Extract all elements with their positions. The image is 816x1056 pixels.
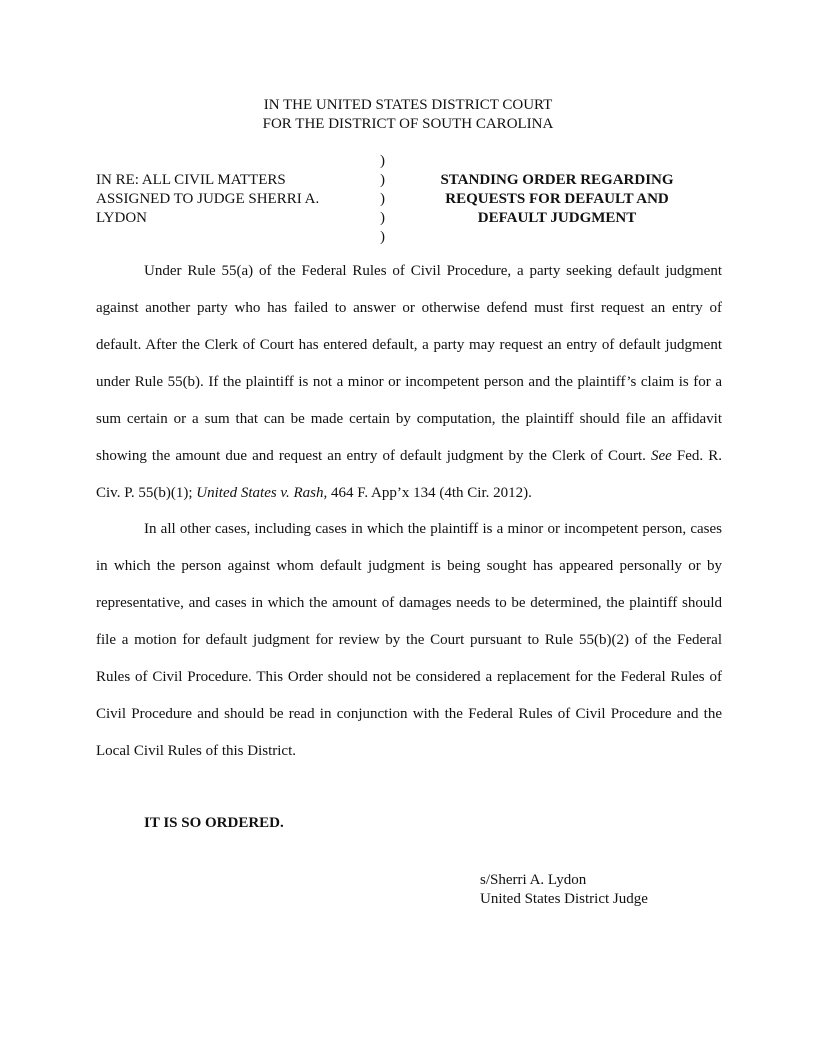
paragraph-1 [96,253,722,512]
judge-title: United States District Judge [480,891,648,907]
paragraph-1-case-cite: , 464 F. App’x 134 (4th Cir. 2012). [323,485,532,501]
case-name: United States v. Rash [196,485,324,501]
paragraph-1-rule-cite: Fed. R. Civ. P. 55(b)(1); [96,448,722,501]
caption-paren: ) [380,191,385,207]
paragraph-2 [96,511,722,770]
caption-paren: ) [380,210,385,226]
paragraph-2-text: In all other cases, including cases in which the plaintiff is a minor or incompetent person, cases in which the person against whom default judgment is being sought has appeared personally or by representative, and cases in which the amount of damages needs to be determined, the plaintiff should file a motion for default judgment for review by the Court pursuant to Rule 55(b)(2) of the Federal Rules of Civil Procedure. This Order should not be considered a replacement for the Federal Rules of Civil Procedure and should be read in conjunction with the Federal Rules of Civil Procedure and the Local Civil Rules of this District. [96,521,722,759]
signature-block [480,871,648,909]
court-name-line2: FOR THE DISTRICT OF SOUTH CAROLINA [262,116,554,132]
caption-left-line: IN RE: ALL CIVIL MATTERS [96,172,286,188]
caption-divider [380,152,392,247]
caption-left-line: LYDON [96,210,147,226]
so-ordered: IT IS SO ORDERED. [144,815,284,831]
caption-left-line: ASSIGNED TO JUDGE SHERRI A. [96,191,320,207]
citation-signal: See [650,448,672,464]
case-caption-left [96,171,366,228]
caption-paren: ) [380,172,385,188]
document-title-line: STANDING ORDER REGARDING [440,172,674,188]
document-title-line: REQUESTS FOR DEFAULT AND [445,191,669,207]
paragraph-1-text: Under Rule 55(a) of the Federal Rules of Civil Procedure, a party seeking default judgment against another party who has failed to answer or otherwise defend must first request an entry of default. After the Clerk of Court has entered default, a party may request an entry of default judgment under Rule 55(b). If the plaintiff is not a minor or incompetent person and the plaintiff’s claim is for a sum certain or a sum that can be made certain by computation, the plaintiff should file an affidavit showing the amount due and request an entry of default judgment by the Clerk of Court. [96,263,722,464]
document-title [422,171,692,228]
document-title-line: DEFAULT JUDGMENT [477,210,637,226]
court-name-line1: IN THE UNITED STATES DISTRICT COURT [263,97,553,113]
caption-paren: ) [380,153,385,169]
judge-signature: s/Sherri A. Lydon [480,872,587,888]
caption-paren: ) [380,229,385,245]
